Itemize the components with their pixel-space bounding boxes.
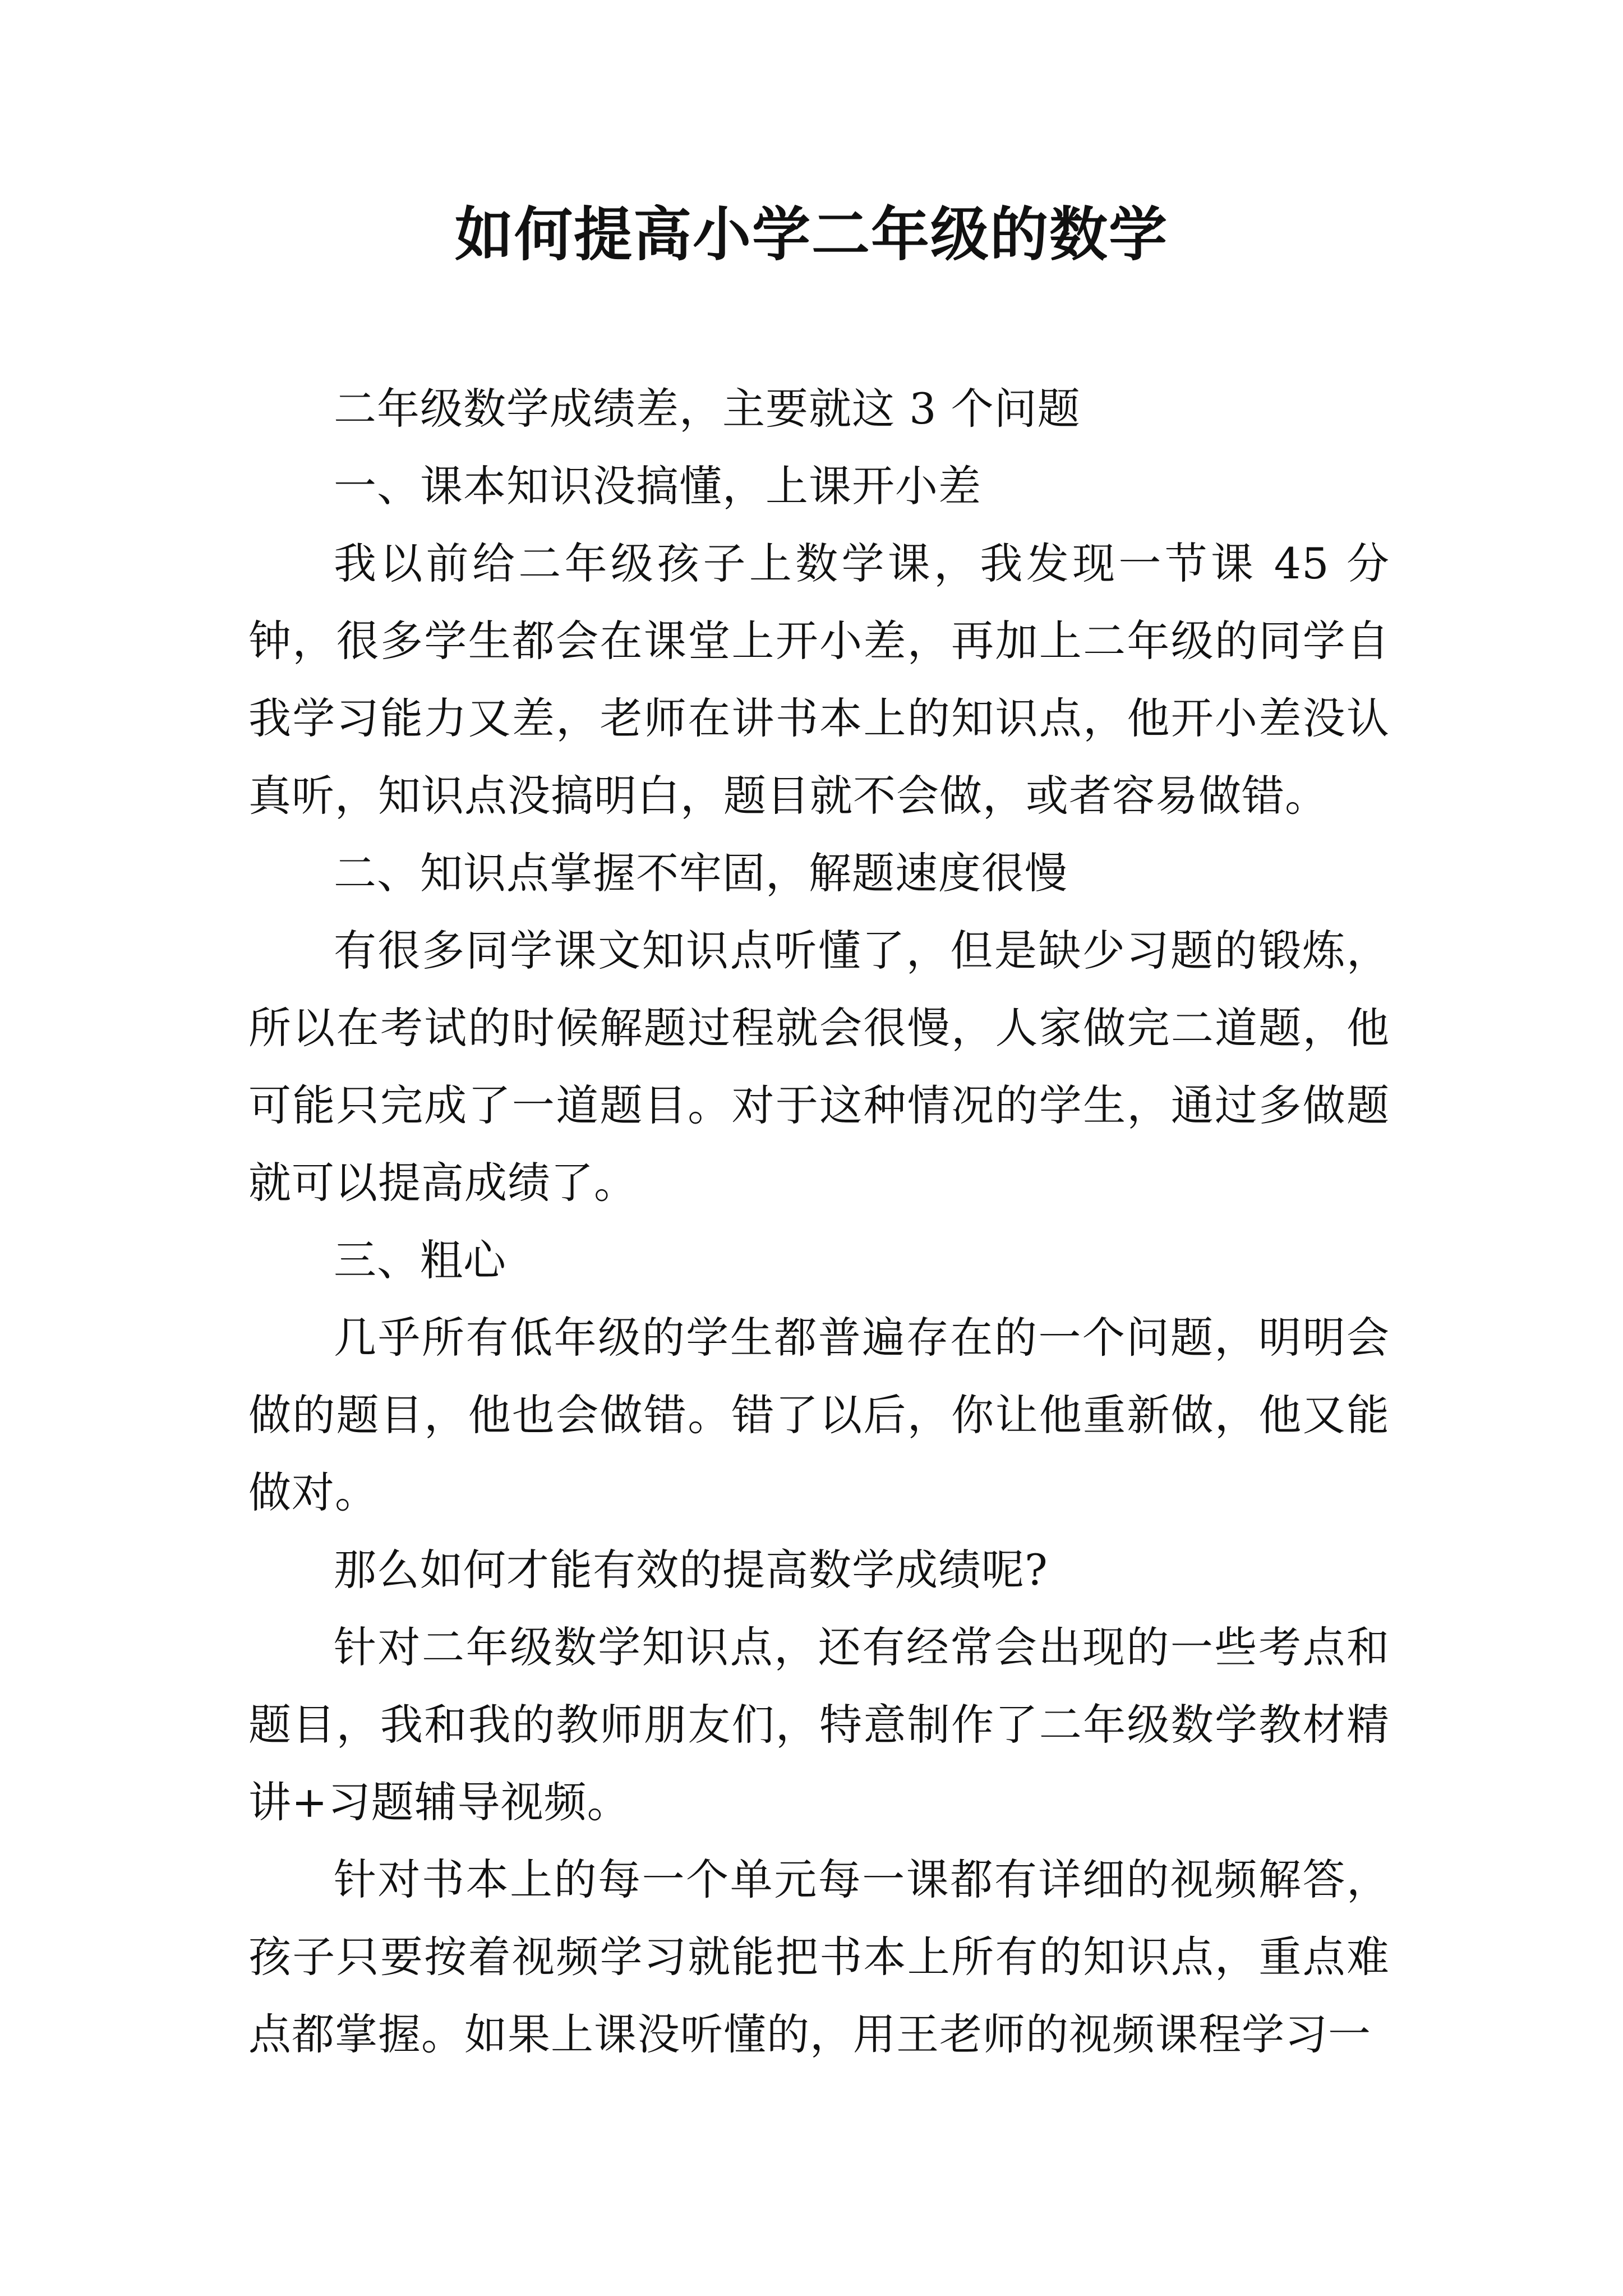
document-title: 如何提高小学二年级的数学 (454, 200, 1168, 269)
paragraph-point-three: 几乎所有低年级的学生都普遍存在的一个问题，明明会做的题目，他也会做错。错了以后，你让他重新做，他又能做对。 (248, 1313, 1390, 1517)
paragraph-videos: 针对二年级数学知识点，还有经常会出现的一些考点和题目，我和我的教师朋友们，特意制作了二年级数学教材精讲+习题辅导视频。 (248, 1622, 1390, 1827)
paragraph-question: 那么如何才能有效的提高数学成绩呢? (334, 1545, 1048, 1595)
heading-point-two: 二、知识点掌握不牢固，解题速度很慢 (334, 848, 1068, 898)
paragraph-point-two: 有很多同学课文知识点听懂了，但是缺少习题的锻炼，所以在考试的时候解题过程就会很慢，人家做完二道题，他可能只完成了一道题目。对于这种情况的学生，通过多做题就可以提高成绩了。 (248, 926, 1390, 1208)
paragraph-units: 针对书本上的每一个单元每一课都有详细的视频解答，孩子只要按着视频学习就能把书本上所有的知识点，重点难点都掌握。如果上课没听懂的，用王老师的视频课程学习一 (248, 1855, 1390, 2059)
heading-point-one: 一、课本知识没搞懂，上课开小差 (334, 461, 981, 511)
document-body (248, 370, 1390, 2073)
paragraph-intro: 二年级数学成绩差，主要就这 3 个问题 (334, 384, 1081, 434)
heading-point-three: 三、粗心 (334, 1235, 506, 1285)
paragraph-point-one: 我以前给二年级孩子上数学课，我发现一节课 45 分钟，很多学生都会在课堂上开小差，再加上二年级的同学自我学习能力又差，老师在讲书本上的知识点，他开小差没认真听，知识点没搞明白，题目就不会做，或者容易做错。 (248, 539, 1390, 821)
